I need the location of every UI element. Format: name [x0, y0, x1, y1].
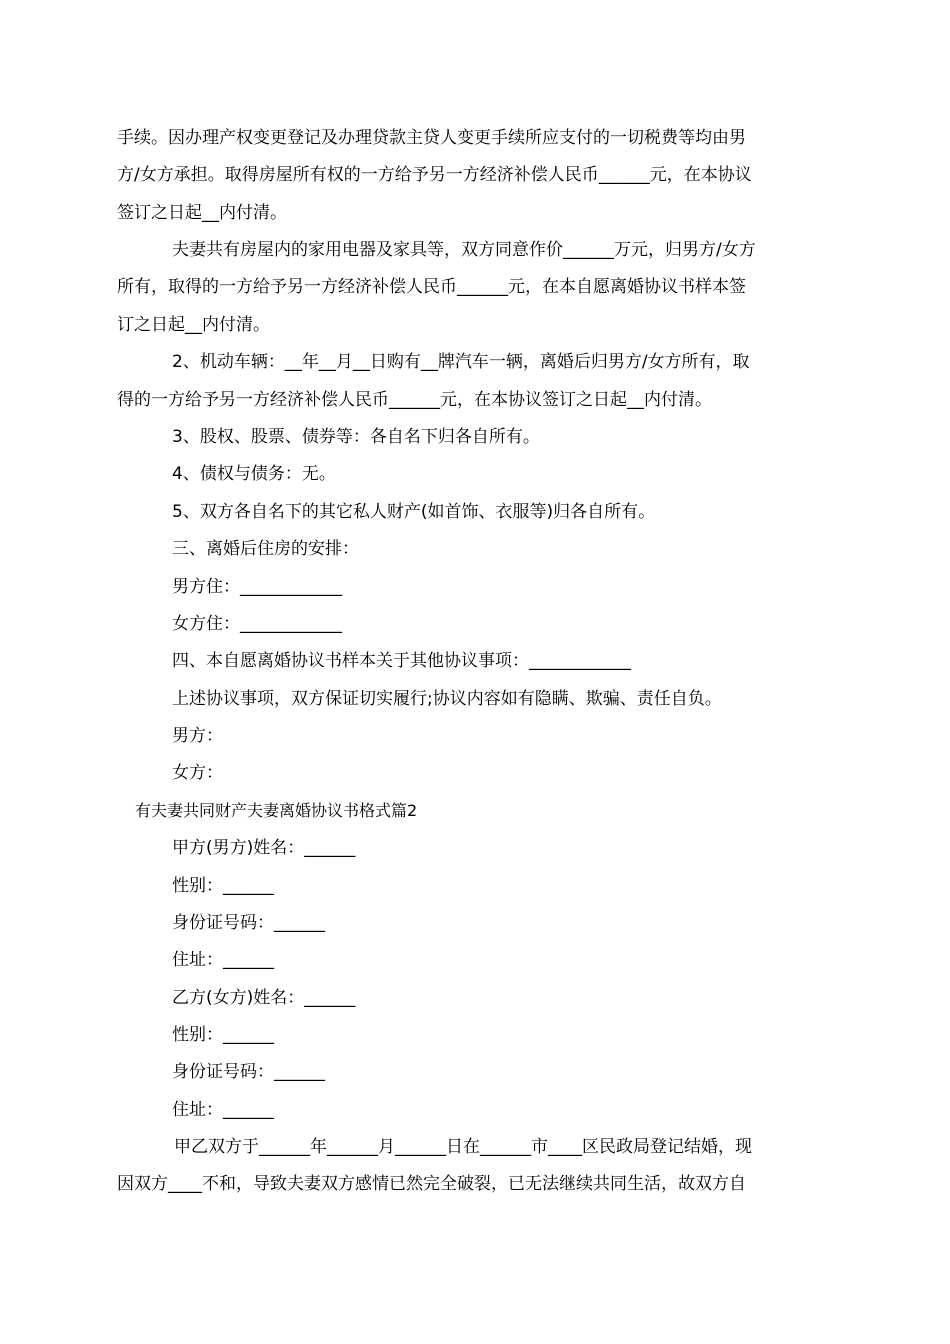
text-line: 男方住：____________: [172, 577, 342, 597]
text-line: 得的一方给予另一方经济补偿人民币______元，在本协议签订之日起__内付清。: [117, 390, 712, 410]
text-line: 身份证号码：______: [172, 1062, 325, 1082]
text-line: 男方：: [172, 726, 223, 746]
text-line: 性别：______: [172, 876, 274, 896]
text-line: 3、股权、股票、债券等：各自名下归各自所有。: [172, 427, 540, 447]
text-line: 签订之日起__内付清。: [117, 203, 287, 223]
text-line: 4、债权与债务：无。: [172, 464, 336, 484]
text-line: 所有，取得的一方给予另一方经济补偿人民币______元，在本自愿离婚协议书样本签: [117, 277, 746, 297]
text-line: 因双方____不和，导致夫妻双方感情已然完全破裂，已无法继续共同生活，故双方自: [117, 1174, 746, 1194]
text-line: 女方：: [172, 763, 223, 783]
text-line: 甲乙双方于______年______月______日在______市____区民政局登记结婚，现: [174, 1137, 752, 1157]
text-line: 夫妻共有房屋内的家用电器及家具等，双方同意作价______万元，归男方/女方: [172, 240, 756, 260]
text-line: 甲方(男方)姓名：______: [172, 838, 356, 858]
text-line: 2、机动车辆：__年__月__日购有__牌汽车一辆，离婚后归男方/女方所有，取: [172, 352, 750, 372]
document-heading: 有夫妻共同财产夫妻离婚协议书格式篇2: [135, 801, 418, 820]
text-line: 方/女方承担。取得房屋所有权的一方给予另一方经济补偿人民币______元，在本协议: [117, 165, 752, 185]
text-line: 住址：______: [172, 950, 274, 970]
text-line: 女方住：____________: [172, 614, 342, 634]
text-line: 订之日起__内付清。: [117, 315, 270, 335]
text-line: 手续。因办理产权变更登记及办理贷款主贷人变更手续所应支付的一切税费等均由男: [117, 128, 746, 148]
section-heading: 三、离婚后住房的安排：: [172, 539, 359, 559]
text-line: 5、双方各自名下的其它私人财产(如首饰、衣服等)归各自所有。: [172, 502, 656, 522]
section-heading: 四、本自愿离婚协议书样本关于其他协议事项：____________: [172, 651, 631, 671]
text-line: 上述协议事项，双方保证切实履行;协议内容如有隐瞒、欺骗、责任自负。: [172, 689, 722, 709]
text-line: 住址：______: [172, 1100, 274, 1120]
text-line: 乙方(女方)姓名：______: [172, 988, 356, 1008]
text-line: 性别：______: [172, 1025, 274, 1045]
text-line: 身份证号码：______: [172, 913, 325, 933]
